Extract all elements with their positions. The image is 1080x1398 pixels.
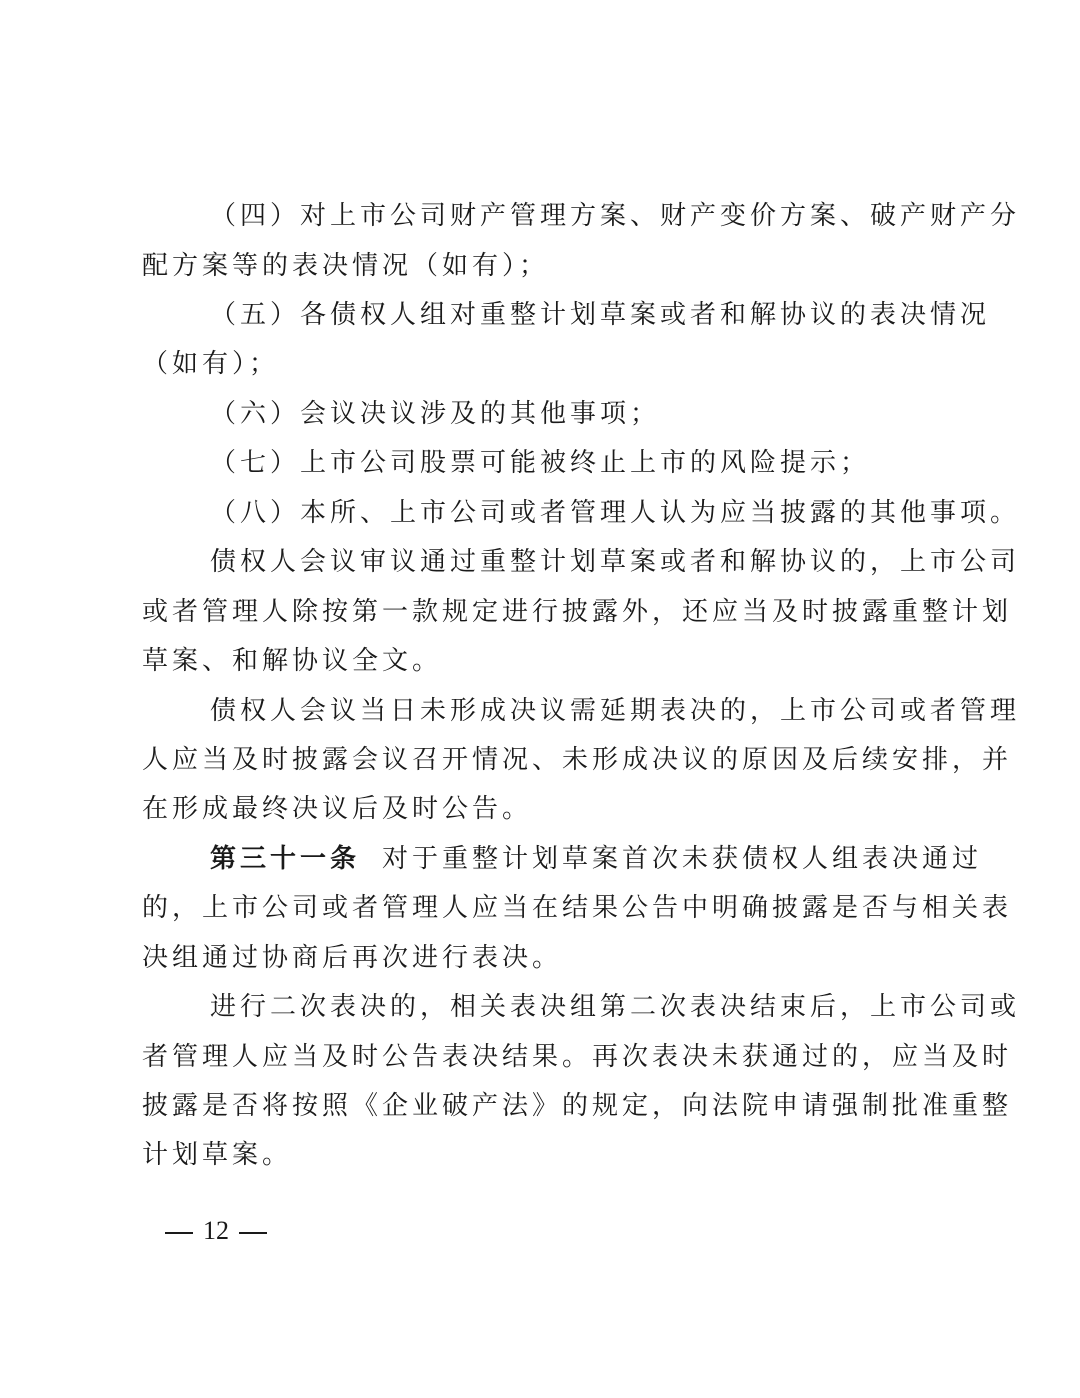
page-footer	[155, 1211, 277, 1251]
text-line: 或者管理人除按第一款规定进行披露外，还应当及时披露重整计划	[142, 597, 1013, 627]
text-line: （五）各债权人组对重整计划草案或者和解协议的表决情况	[210, 300, 991, 330]
article-heading: 第三十一条	[210, 844, 361, 874]
text-line: 进行二次表决的，相关表决组第二次表决结束后，上市公司或	[210, 992, 1021, 1022]
text-line: 在形成最终决议后及时公告。	[142, 794, 533, 824]
text-line: （四）对上市公司财产管理方案、财产变价方案、破产财产分	[210, 201, 1021, 231]
text-line: 的，上市公司或者管理人应当在结果公告中明确披露是否与相关表	[142, 893, 1013, 923]
left-dash	[165, 1232, 193, 1234]
text-line: 决组通过协商后再次进行表决。	[142, 943, 563, 973]
text-line: （如有）；	[142, 349, 280, 379]
article-text: 对于重整计划草案首次未获债权人组表决通过	[382, 844, 983, 874]
text-line: 者管理人应当及时公告表决结果。再次表决未获通过的，应当及时	[142, 1042, 1013, 1072]
text-line: 债权人会议当日未形成决议需延期表决的，上市公司或者管理	[210, 696, 1021, 726]
text-line: 草案、和解协议全文。	[142, 646, 443, 676]
text-line: （七）上市公司股票可能被终止上市的风险提示；	[210, 448, 871, 478]
right-dash	[239, 1232, 267, 1234]
page-number: 12	[203, 1216, 229, 1245]
text-line: 配方案等的表决情况（如有）；	[142, 251, 550, 281]
text-line: 披露是否将按照《企业破产法》的规定，向法院申请强制批准重整	[142, 1091, 1013, 1121]
article-line	[210, 839, 982, 879]
text-line: 债权人会议审议通过重整计划草案或者和解协议的，上市公司	[210, 547, 1021, 577]
text-line: 人应当及时披露会议召开情况、未形成决议的原因及后续安排，并	[142, 745, 1013, 775]
text-line: 计划草案。	[142, 1140, 293, 1170]
text-line: （六）会议决议涉及的其他事项；	[210, 399, 661, 429]
text-line: （八）本所、上市公司或者管理人认为应当披露的其他事项。	[210, 498, 1021, 528]
